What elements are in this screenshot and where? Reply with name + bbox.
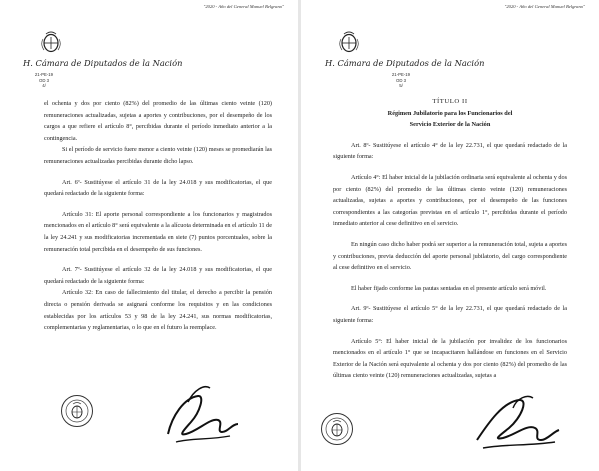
paragraph: Si el período de servicio fuere menor a ciento veinte (120) meses se promediarán las remuneraciones actualizadas percibidas durante dicho lapso. — [44, 146, 272, 165]
paragraph: Artículo 4°: El haber inicial de la jubilación ordinaria será equivalente al ochenta y dos por ciento (82%) del promedio de las últimas ciento veinte (120) remuneraciones actualizadas, sujetas a aportes y contribuciones, por el desempeño de las funciones correspondientes a las categorías previstas en el artículo 1°, percibidas durante el período inmediato anterior al cese definitivo en el servicio. — [333, 173, 567, 228]
paragraph: Art. 6º- Sustitúyese el artículo 31 de la ley 24.018 y sus modificatorias, el que quedará redactado de la siguiente forma: — [44, 178, 272, 198]
official-seal-icon — [60, 394, 94, 428]
expediente-number: 21-PE-19 — [391, 72, 411, 77]
paragraph: Artículo 5°: El haber inicial de la jubilación por invalidez de los funcionarios mencionados en el artículo 1° que se incapacitaren hallándose en funciones en el Servicio Exterior de la Nación será equivalente al ochenta y dos por ciento (82%) del promedio de las últimas ciento veinte (120) remuneraciones actualizadas, sujetas a — [333, 337, 567, 380]
body-text — [44, 98, 272, 334]
left-page — [0, 0, 298, 471]
order-of-day: OD 3 — [38, 77, 50, 83]
right-page — [301, 0, 599, 471]
paragraph: el ochenta y dos por ciento (82%) del promedio de las últimas ciento veinte (120) remuneraciones actualizadas, sujetas a aportes y contribuciones, por el desempeño de los cargos a que refiere el artículo 8°, percibidas durante el período inmediato anterior a la contingencia. — [44, 100, 272, 142]
paragraph: Art. 9º- Sustitúyese el artículo 5° de la ley 22.731, el que quedará redactado de la siguiente forma: — [333, 305, 567, 324]
paragraph: Artículo 32: En caso de fallecimiento del titular, el derecho a percibir la pensión directa o pensión derivada se asignará conforme los requisitos y en las condiciones establecidas por los artículos 53 y 98 de la ley 24.241, sus normas modificatorias, complementarias y reglamentarias, o lo que en el futuro la reemplace. — [44, 289, 272, 332]
order-of-day: OD 3 — [395, 77, 407, 83]
section-heading: Servicio Exterior de la Nación — [409, 121, 491, 129]
paragraph: El haber fijado conforme las pautas sentadas en el presente artículo será móvil. — [351, 284, 547, 292]
header-motto: "2020 - Año del General Manuel Belgrano" — [504, 4, 585, 9]
coat-of-arms-icon — [338, 30, 360, 54]
header-motto: "2020 - Año del General Manuel Belgrano" — [203, 4, 284, 9]
page-number: 4/ — [42, 83, 46, 89]
paragraph: Artículo 31: El aporte personal correspondiente a los funcionarios y magistrados mencionados en el artículo 8° será equivalente a la alícuota determinada en el artículo 11 de la ley 24.241 y sus modificatorias incrementada en siete (7) puntos porcentuales, sobre la remuneración total percibida en el desempeño de sus funciones. — [44, 210, 272, 253]
paragraph: Art. 8º- Sustitúyese el artículo 4° de la ley 22.731, el que quedará redactado de la siguiente forma: — [333, 141, 567, 161]
handwritten-signature — [158, 376, 242, 452]
document-code — [381, 72, 421, 89]
coat-of-arms-icon — [40, 30, 62, 54]
chamber-name: H. Cámara de Diputados de la Nación — [325, 58, 485, 68]
handwritten-signature — [469, 388, 561, 458]
page-number: 5/ — [399, 83, 403, 89]
body-text — [333, 96, 567, 382]
document-code — [24, 72, 64, 89]
title-heading: TÍTULO II — [432, 98, 468, 105]
official-seal-icon — [320, 412, 354, 446]
chamber-name: H. Cámara de Diputados de la Nación — [23, 58, 183, 68]
section-heading: Régimen Jubilatorio para los Funcionarios del — [387, 109, 513, 117]
paragraph: En ningún caso dicho haber podrá ser superior a la remuneración total, sujeta a aportes y contribuciones, previa deducción del aporte personal jubilatorio, del cargo correspondiente al cese definitivo en el servicio. — [333, 240, 567, 272]
expediente-number: 21-PE-19 — [34, 72, 54, 77]
paragraph: Art. 7º- Sustitúyese el artículo 32 de la ley 24.018 y sus modificatorias, el que quedará redactado de la siguiente forma: — [44, 266, 272, 285]
